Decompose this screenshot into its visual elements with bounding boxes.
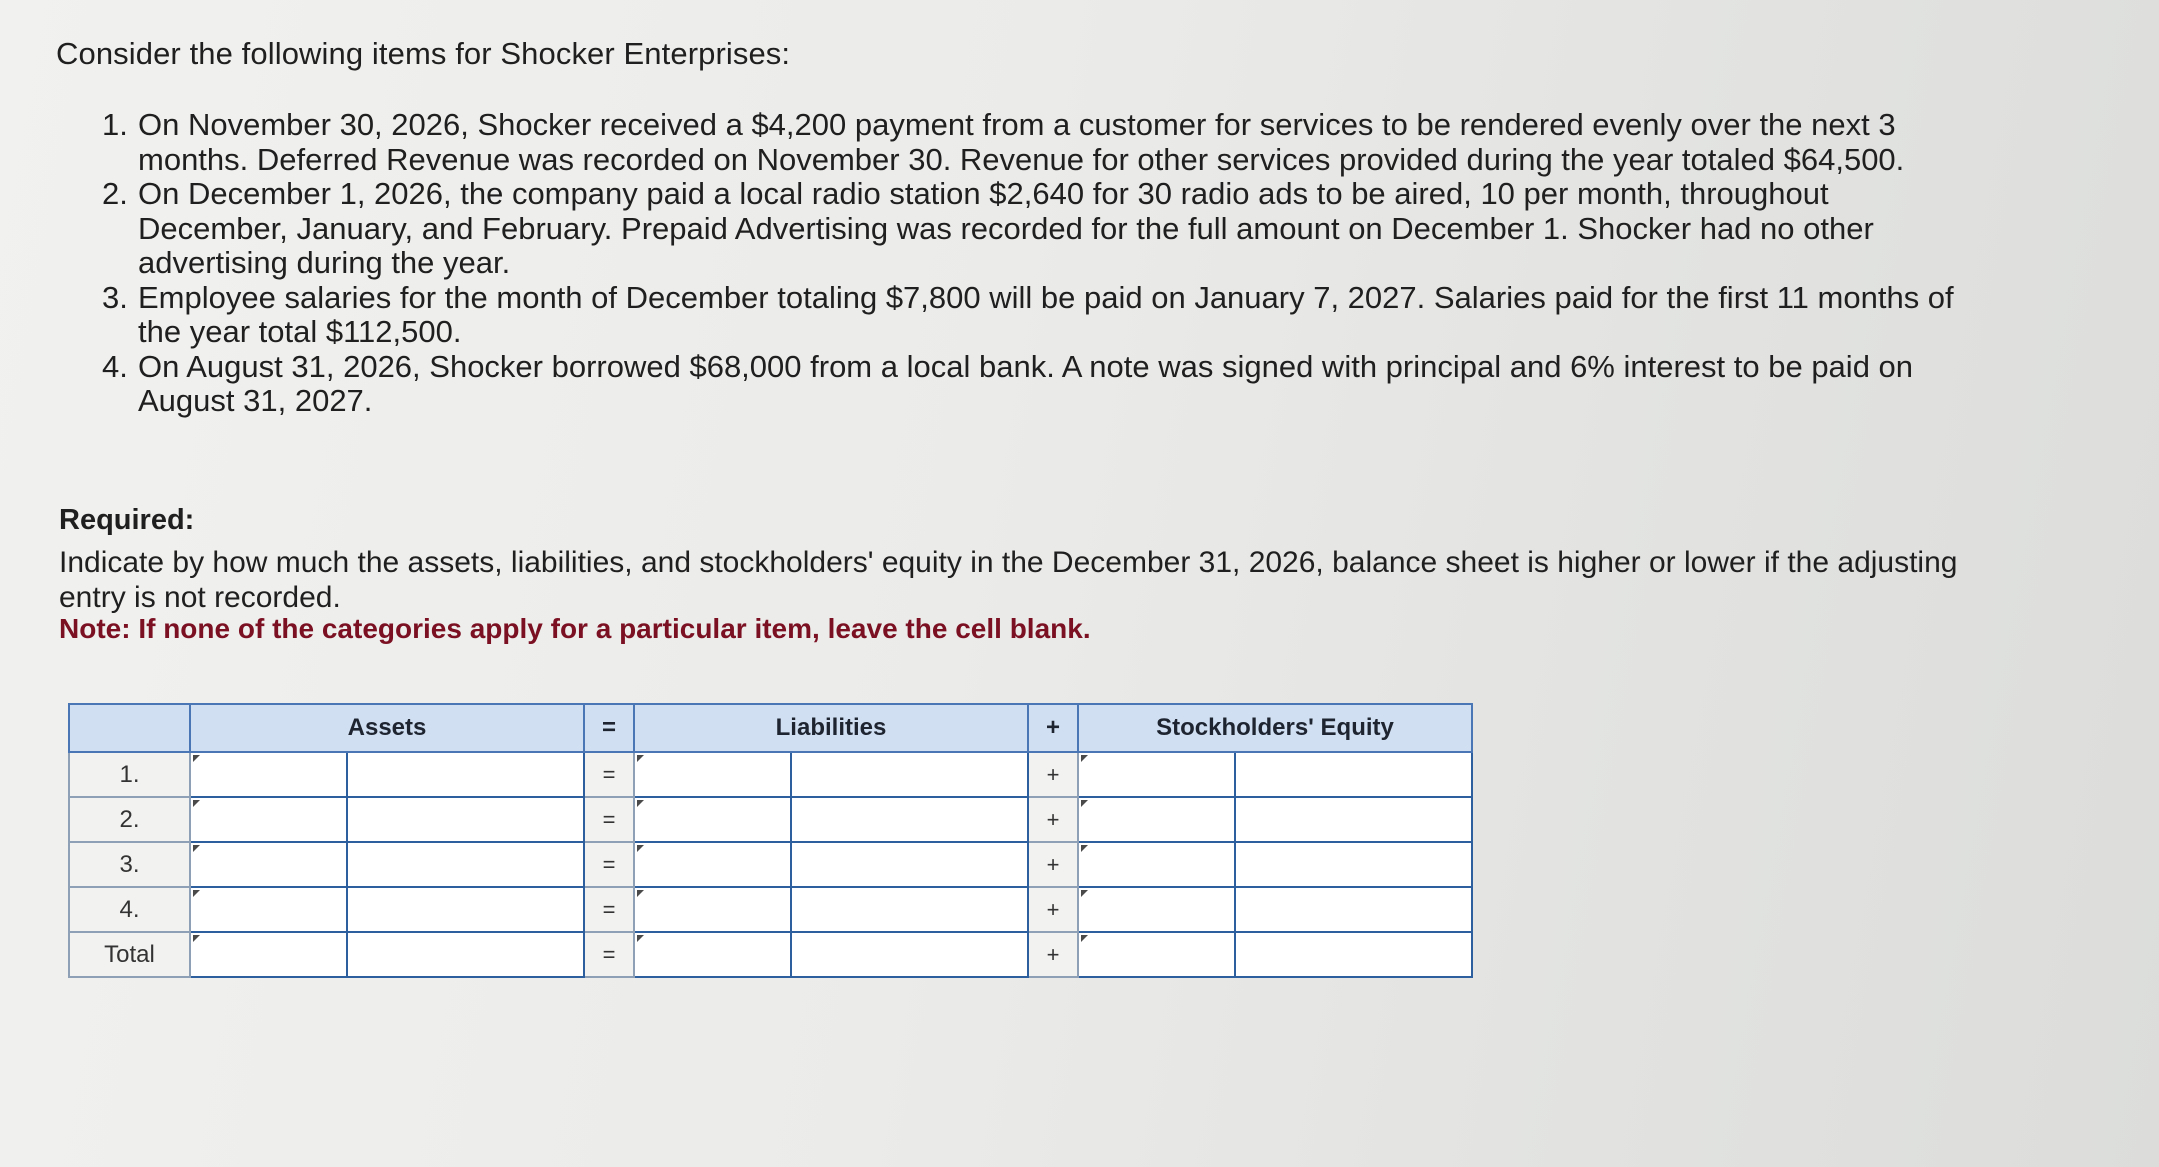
equals-header: = [584, 704, 634, 752]
dropdown-marker-icon [637, 935, 644, 942]
assets-amount-cell[interactable] [347, 887, 584, 932]
items-list [102, 108, 1982, 419]
plus-sign: + [1028, 887, 1078, 932]
equity-amount-cell[interactable] [1235, 797, 1472, 842]
blank-header [69, 704, 190, 752]
equity-amount-input[interactable] [1236, 843, 1471, 886]
plus-sign: + [1028, 932, 1078, 977]
assets-amount-cell[interactable] [347, 797, 584, 842]
liabilities-amount-input[interactable] [792, 888, 1027, 931]
equity-account-input[interactable] [1079, 843, 1234, 886]
list-item [102, 108, 1982, 177]
equity-amount-input[interactable] [1236, 888, 1471, 931]
dropdown-marker-icon [637, 755, 644, 762]
assets-amount-cell[interactable] [347, 752, 584, 797]
liabilities-account-input[interactable] [635, 843, 790, 886]
assets-amount-cell[interactable] [347, 842, 584, 887]
liabilities-total-amount-input[interactable] [792, 933, 1027, 976]
liabilities-amount-input[interactable] [792, 798, 1027, 841]
assets-account-select[interactable] [190, 797, 347, 842]
intro-text: Consider the following items for Shocker Enterprises: [56, 36, 791, 71]
item-text: On December 1, 2026, the company paid a local radio station $2,640 for 30 radio ads to be aired, 10 per month, throughout December, January, and February. Prepaid Advertising was recorded for the full amount on December 1. Shocker had no other advertising during the year. [138, 176, 1874, 280]
assets-account-select[interactable] [190, 752, 347, 797]
equity-amount-cell[interactable] [1235, 842, 1472, 887]
assets-header: Assets [190, 704, 584, 752]
equals-sign: = [584, 842, 634, 887]
note-text: Note: If none of the categories apply for a particular item, leave the cell blank. [59, 613, 1091, 644]
liabilities-amount-input[interactable] [792, 753, 1027, 796]
liabilities-amount-cell[interactable] [791, 887, 1028, 932]
dropdown-marker-icon [1081, 845, 1088, 852]
list-item [102, 177, 1982, 281]
row-label: 4. [69, 887, 190, 932]
assets-account-select[interactable] [190, 887, 347, 932]
equity-account-input[interactable] [1079, 888, 1234, 931]
table-row [69, 887, 1472, 932]
assets-account-input[interactable] [191, 753, 346, 796]
equals-sign: = [584, 932, 634, 977]
equity-account-select[interactable] [1078, 842, 1235, 887]
table-row [69, 752, 1472, 797]
dropdown-marker-icon [193, 935, 200, 942]
liabilities-header: Liabilities [634, 704, 1028, 752]
liabilities-amount-cell[interactable] [791, 842, 1028, 887]
plus-header: + [1028, 704, 1078, 752]
equity-account-select[interactable] [1078, 752, 1235, 797]
row-label: 3. [69, 842, 190, 887]
row-label: 1. [69, 752, 190, 797]
equity-account-input[interactable] [1079, 798, 1234, 841]
liabilities-amount-input[interactable] [792, 843, 1027, 886]
accounting-equation-table [68, 703, 1473, 978]
dropdown-marker-icon [637, 800, 644, 807]
table-row-total [69, 932, 1472, 977]
liabilities-total-amount-cell[interactable] [791, 932, 1028, 977]
item-text: On August 31, 2026, Shocker borrowed $68,000 from a local bank. A note was signed with principal and 6% interest to be paid on August 31, 2027. [138, 348, 1914, 418]
equity-amount-cell[interactable] [1235, 752, 1472, 797]
liabilities-account-input[interactable] [635, 753, 790, 796]
table-row [69, 797, 1472, 842]
equals-sign: = [584, 752, 634, 797]
dropdown-marker-icon [637, 845, 644, 852]
dropdown-marker-icon [193, 845, 200, 852]
equals-sign: = [584, 887, 634, 932]
table-row [69, 842, 1472, 887]
assets-amount-input[interactable] [348, 798, 583, 841]
item-number: 1. [102, 107, 128, 142]
dropdown-marker-icon [193, 755, 200, 762]
list-item [102, 350, 1982, 419]
liabilities-total-select[interactable] [634, 932, 791, 977]
liabilities-amount-cell[interactable] [791, 797, 1028, 842]
equity-amount-input[interactable] [1236, 798, 1471, 841]
assets-amount-input[interactable] [348, 888, 583, 931]
equity-total-amount-input[interactable] [1236, 933, 1471, 976]
equals-sign: = [584, 797, 634, 842]
equity-amount-cell[interactable] [1235, 887, 1472, 932]
equity-total-input[interactable] [1079, 933, 1234, 976]
equity-account-select[interactable] [1078, 797, 1235, 842]
equity-header: Stockholders' Equity [1078, 704, 1472, 752]
plus-sign: + [1028, 842, 1078, 887]
liabilities-account-input[interactable] [635, 888, 790, 931]
item-text: Employee salaries for the month of December totaling $7,800 will be paid on January 7, 2027. Salaries paid for the first 11 months of the year total $112,500. [138, 279, 1954, 349]
assets-amount-input[interactable] [348, 843, 583, 886]
row-label: 2. [69, 797, 190, 842]
liabilities-account-select[interactable] [634, 842, 791, 887]
dropdown-marker-icon [637, 890, 644, 897]
equity-amount-input[interactable] [1236, 753, 1471, 796]
liabilities-total-input[interactable] [635, 933, 790, 976]
plus-sign: + [1028, 752, 1078, 797]
assets-amount-input[interactable] [348, 753, 583, 796]
liabilities-account-input[interactable] [635, 798, 790, 841]
assets-total-amount-input[interactable] [348, 933, 583, 976]
liabilities-account-select[interactable] [634, 752, 791, 797]
dropdown-marker-icon [193, 800, 200, 807]
liabilities-account-select[interactable] [634, 887, 791, 932]
liabilities-account-select[interactable] [634, 797, 791, 842]
assets-account-select[interactable] [190, 842, 347, 887]
list-item [102, 281, 1982, 350]
assets-total-select[interactable] [190, 932, 347, 977]
item-number: 4. [102, 348, 128, 384]
item-text: On November 30, 2026, Shocker received a $4,200 payment from a customer for services to be rendered evenly over the next 3 months. Deferred Revenue was recorded on November 30. Revenue for other services provided during the year totaled $64,500. [138, 107, 1905, 177]
assets-account-input[interactable] [191, 798, 346, 841]
dropdown-marker-icon [1081, 755, 1088, 762]
dropdown-marker-icon [1081, 890, 1088, 897]
table-header-row [69, 704, 1472, 752]
dropdown-marker-icon [1081, 935, 1088, 942]
dropdown-marker-icon [1081, 800, 1088, 807]
item-number: 2. [102, 176, 128, 211]
required-text: Indicate by how much the assets, liabilities, and stockholders' equity in the December 31, 2026, balance sheet is higher or lower if the adjusting entry is not recorded. [59, 546, 1958, 614]
assets-total-input[interactable] [191, 933, 346, 976]
equity-total-select[interactable] [1078, 932, 1235, 977]
equity-account-select[interactable] [1078, 887, 1235, 932]
assets-account-input[interactable] [191, 888, 346, 931]
assets-account-input[interactable] [191, 843, 346, 886]
assets-total-amount-cell[interactable] [347, 932, 584, 977]
dropdown-marker-icon [193, 890, 200, 897]
required-label: Required: [59, 504, 195, 536]
item-number: 3. [102, 279, 128, 315]
liabilities-amount-cell[interactable] [791, 752, 1028, 797]
equity-total-amount-cell[interactable] [1235, 932, 1472, 977]
equity-account-input[interactable] [1079, 753, 1234, 796]
plus-sign: + [1028, 797, 1078, 842]
row-label: Total [69, 932, 190, 977]
